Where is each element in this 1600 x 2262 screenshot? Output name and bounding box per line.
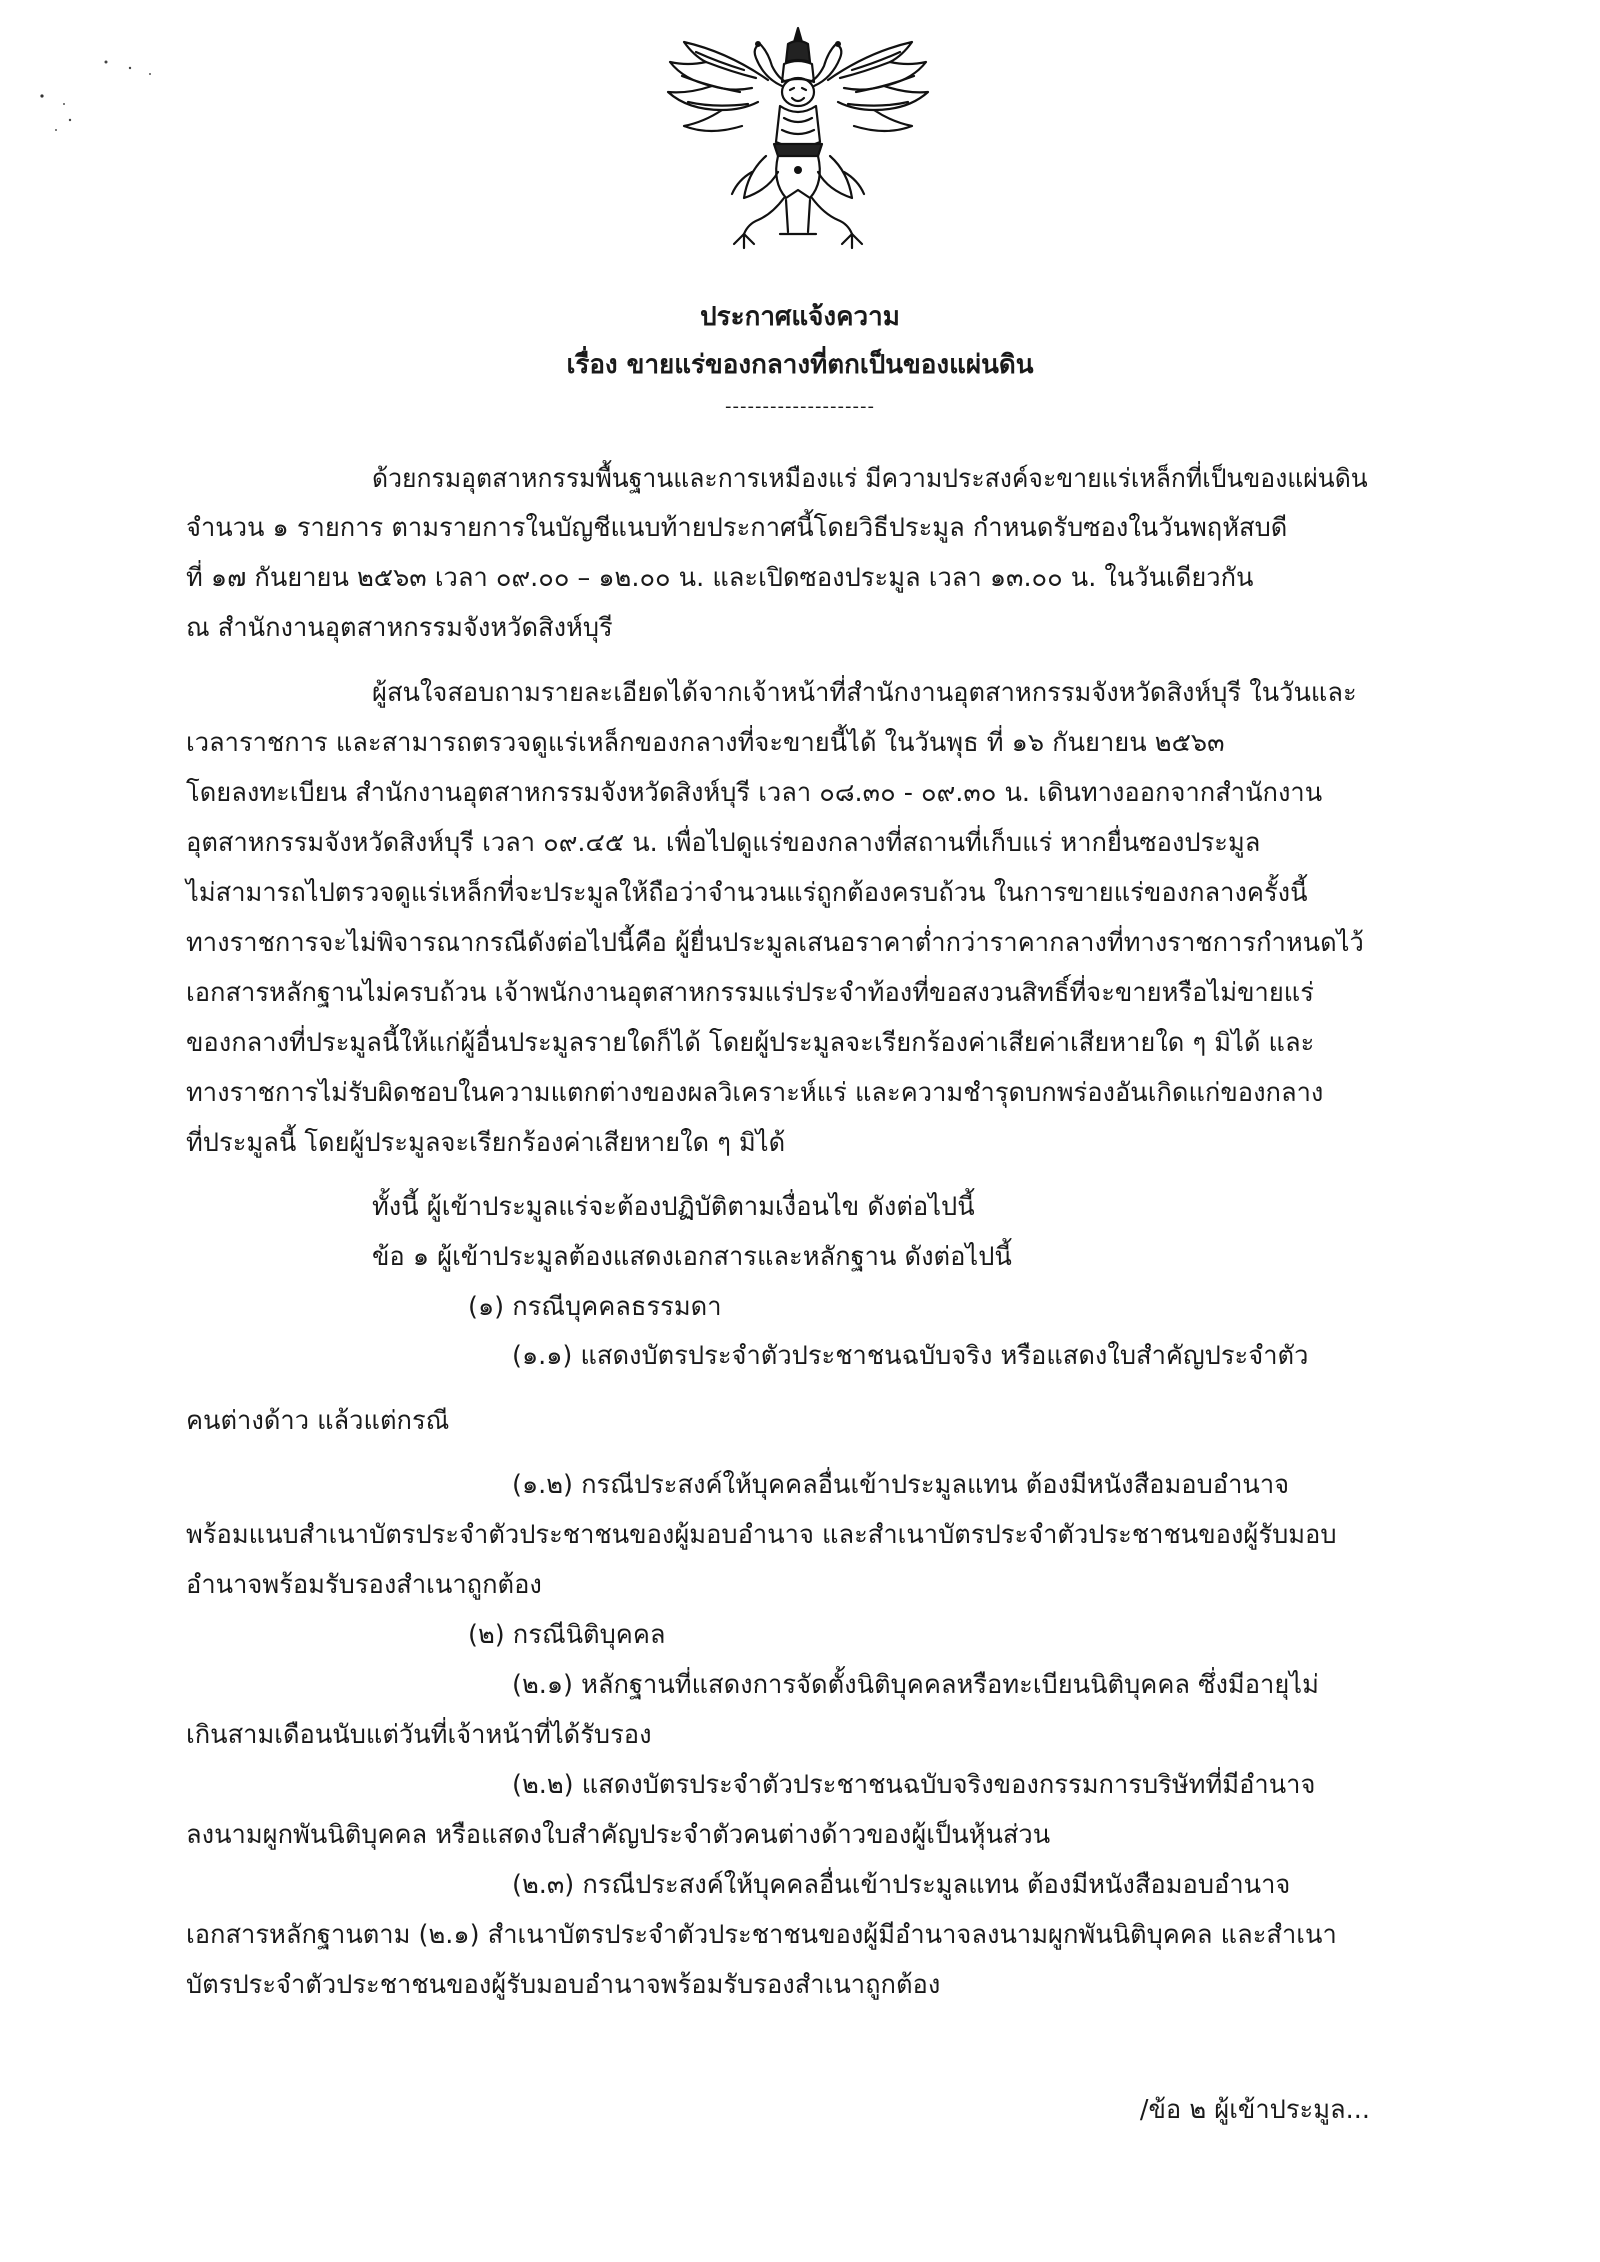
para1-line: จำนวน ๑ รายการ ตามรายการในบัญชีแนบท้ายประกาศนี้โดยวิธีประมูล กำหนดรับซองในวันพฤหัสบดี (186, 513, 1288, 543)
para2-line: ของกลางที่ประมูลนี้ให้แก่ผู้อื่นประมูลรายใดก็ได้ โดยผู้ประมูลจะเรียกร้องค่าเสียค่าเสียหายใด ๆ มิได้ และ (186, 1028, 1315, 1058)
case2-3-line: (๒.๓) กรณีประสงค์ให้บุคคลอื่นเข้าประมูลแทน ต้องมีหนังสือมอบอำนาจ (512, 1870, 1291, 1900)
para2-line: อุตสาหกรรมจังหวัดสิงห์บุรี เวลา ๐๙.๔๕ น. เพื่อไปดูแร่ของกลางที่สถานที่เก็บแร่ หากยื่นซองประมูล (186, 828, 1261, 858)
para2-line: ผู้สนใจสอบถามรายละเอียดได้จากเจ้าหน้าที่สำนักงานอุตสาหกรรมจังหวัดสิงห์บุรี ในวันและ (372, 678, 1357, 708)
case2-2-line: ลงนามผูกพันนิติบุคคล หรือแสดงใบสำคัญประจำตัวคนต่างด้าวของผู้เป็นหุ้นส่วน (186, 1820, 1051, 1850)
clause1-heading: ข้อ ๑ ผู้เข้าประมูลต้องแสดงเอกสารและหลักฐาน ดังต่อไปนี้ (372, 1242, 1012, 1272)
para2-line: ทางราชการไม่รับผิดชอบในความแตกต่างของผลวิเคราะห์แร่ และความชำรุดบกพร่องอันเกิดแก่ของกลาง (186, 1078, 1324, 1108)
case1-1-line: คนต่างด้าว แล้วแต่กรณี (186, 1406, 450, 1436)
para1-line: ที่ ๑๗ กันยายน ๒๕๖๓ เวลา ๐๙.๐๐ – ๑๒.๐๐ น. และเปิดซองประมูล เวลา ๑๓.๐๐ น. ในวันเดียวกัน (186, 563, 1254, 593)
case1-1-line: (๑.๑) แสดงบัตรประจำตัวประชาชนฉบับจริง หรือแสดงใบสำคัญประจำตัว (512, 1341, 1309, 1371)
conditions-intro: ทั้งนี้ ผู้เข้าประมูลแร่จะต้องปฏิบัติตามเงื่อนไข ดังต่อไปนี้ (372, 1192, 975, 1222)
para2-line: ที่ประมูลนี้ โดยผู้ประมูลจะเรียกร้องค่าเสียหายใด ๆ มิได้ (186, 1128, 786, 1158)
para2-line: ทางราชการจะไม่พิจารณากรณีดังต่อไปนี้คือ ผู้ยื่นประมูลเสนอราคาต่ำกว่าราคากลางที่ทางราชการกำหนดไว้ (186, 928, 1364, 958)
case2-2-line: (๒.๒) แสดงบัตรประจำตัวประชาชนฉบับจริงของกรรมการบริษัทที่มีอำนาจ (512, 1770, 1316, 1800)
case1-2-line: พร้อมแนบสำเนาบัตรประจำตัวประชาชนของผู้มอบอำนาจ และสำเนาบัตรประจำตัวประชาชนของผู้รับมอบ (186, 1520, 1337, 1550)
para2-line: โดยลงทะเบียน สำนักงานอุตสาหกรรมจังหวัดสิงห์บุรี เวลา ๐๘.๓๐ - ๐๙.๓๐ น. เดินทางออกจากสำนักงาน (186, 778, 1323, 808)
para2-line: เอกสารหลักฐานไม่ครบถ้วน เจ้าพนักงานอุตสาหกรรมแร่ประจำท้องที่ขอสงวนสิทธิ์ที่จะขายหรือไม่ขายแร่ (186, 978, 1314, 1008)
garuda-emblem-icon (648, 22, 948, 254)
para2-line: ไม่สามารถไปตรวจดูแร่เหล็กที่จะประมูลให้ถือว่าจำนวนแร่ถูกต้องครบถ้วน ในการขายแร่ของกลางครั้งนี้ (186, 878, 1308, 908)
para1-line: ด้วยกรมอุตสาหกรรมพื้นฐานและการเหมืองแร่ มีความประสงค์จะขายแร่เหล็กที่เป็นของแผ่นดิน (372, 464, 1368, 494)
para1-line: ณ สำนักงานอุตสาหกรรมจังหวัดสิงห์บุรี (186, 613, 613, 643)
announcement-subject: เรื่อง ขายแร่ของกลางที่ตกเป็นของแผ่นดิน (566, 350, 1034, 380)
case2-3-line: เอกสารหลักฐานตาม (๒.๑) สำเนาบัตรประจำตัวประชาชนของผู้มีอำนาจลงนามผูกพันนิติบุคคล และสำเนา (186, 1920, 1337, 1950)
case1-heading: (๑) กรณีบุคคลธรรมดา (468, 1292, 722, 1322)
case1-2-line: (๑.๒) กรณีประสงค์ให้บุคคลอื่นเข้าประมูลแทน ต้องมีหนังสือมอบอำนาจ (512, 1470, 1290, 1500)
para2-line: เวลาราชการ และสามารถตรวจดูแร่เหล็กของกลางที่จะขายนี้ได้ ในวันพุธ ที่ ๑๖ กันยายน ๒๕๖๓ (186, 728, 1225, 758)
case2-1-line: เกินสามเดือนนับแต่วันที่เจ้าหน้าที่ได้รับรอง (186, 1720, 652, 1750)
scan-specks (30, 50, 170, 150)
title-divider: -------------------- (725, 396, 875, 417)
continuation-note: /ข้อ ๒ ผู้เข้าประมูล... (1139, 2095, 1370, 2125)
announcement-title: ประกาศแจ้งความ (700, 302, 900, 332)
case2-heading: (๒) กรณีนิติบุคคล (468, 1620, 666, 1650)
case1-2-line: อำนาจพร้อมรับรองสำเนาถูกต้อง (186, 1570, 542, 1600)
case2-1-line: (๒.๑) หลักฐานที่แสดงการจัดตั้งนิติบุคคลหรือทะเบียนนิติบุคคล ซึ่งมีอายุไม่ (512, 1670, 1319, 1700)
case2-3-line: บัตรประจำตัวประชาชนของผู้รับมอบอำนาจพร้อมรับรองสำเนาถูกต้อง (186, 1970, 941, 2000)
